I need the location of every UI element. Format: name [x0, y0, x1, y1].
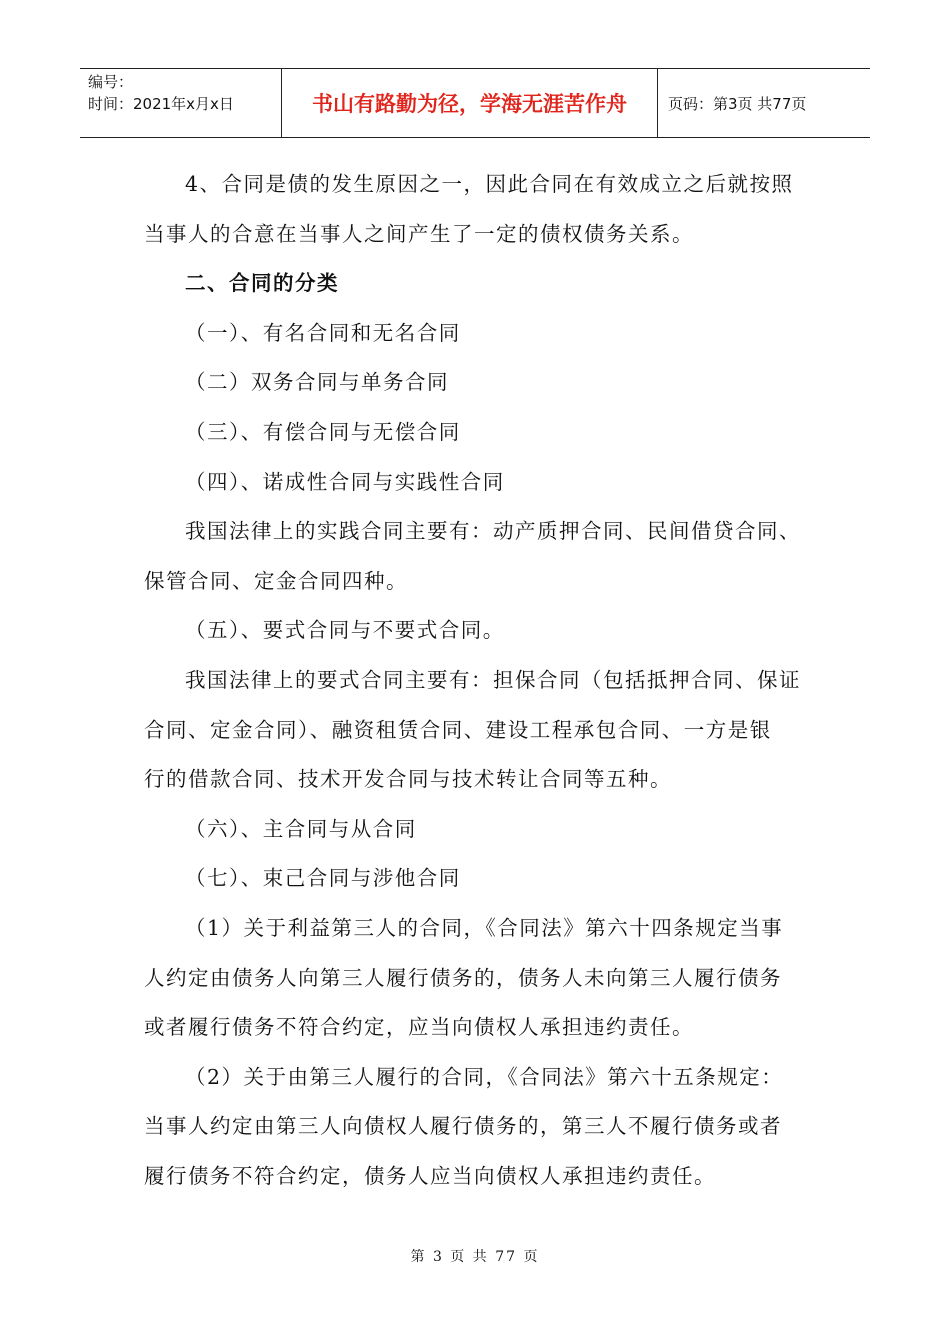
section-heading: 二、合同的分类 [185, 271, 339, 296]
paragraph-line: （1）关于利益第三人的合同，《合同法》第六十四条规定当事 [185, 915, 784, 940]
paragraph-line: 我国法律上的要式合同主要有：担保合同（包括抵押合同、保证 [185, 667, 801, 692]
paragraph-line: 合同、定金合同）、融资租赁合同、建设工程承包合同、一方是银 [144, 717, 772, 742]
paragraph-line: 或者履行债务不符合约定，应当向债权人承担违约责任。 [144, 1015, 694, 1040]
header-meta-cell [80, 69, 282, 137]
paragraph-line: （2）关于由第三人履行的合同，《合同法》第六十五条规定： [185, 1064, 784, 1089]
header-motto: 书山有路勤为径，学海无涯苦作舟 [282, 69, 658, 137]
subsection-heading: （一）、有名合同和无名合同 [185, 320, 461, 345]
page-footer: 第 3 页 共 77 页 [410, 1249, 540, 1265]
header-table [80, 68, 870, 138]
subsection-heading: （四）、诺成性合同与实践性合同 [185, 469, 505, 494]
subsection-heading: （二）双务合同与单务合同 [185, 370, 449, 395]
paragraph-line: 保管合同、定金合同四种。 [144, 568, 408, 593]
document-body [144, 160, 810, 1201]
paragraph-line: 4、合同是债的发生原因之一，因此合同在有效成立之后就按照 [185, 172, 794, 196]
subsection-heading: （七）、束己合同与涉他合同 [185, 866, 461, 891]
subsection-heading: （六）、主合同与从合同 [185, 816, 417, 841]
paragraph-line: 当事人约定由第三人向债权人履行债务的，第三人不履行债务或者 [144, 1114, 782, 1139]
paragraph-line: 人约定由债务人向第三人履行债务的，债务人未向第三人履行债务 [144, 965, 782, 990]
subsection-heading: （三）、有偿合同与无偿合同 [185, 419, 461, 444]
header-page-label: 页码：第3页 共77页 [668, 94, 807, 113]
paragraph-line: 履行债务不符合约定，债务人应当向债权人承担违约责任。 [144, 1163, 716, 1188]
paragraph-line: 行的借款合同、技术开发合同与技术转让合同等五种。 [144, 767, 672, 792]
paragraph-line: 我国法律上的实践合同主要有：动产质押合同、民间借贷合同、 [185, 519, 801, 544]
paragraph-line: 当事人的合意在当事人之间产生了一定的债权债务关系。 [144, 221, 694, 246]
document-date-label: 时间：2021年x月x日 [88, 95, 234, 113]
subsection-heading: （五）、要式合同与不要式合同。 [185, 618, 505, 643]
document-number-label: 编号： [88, 73, 134, 91]
